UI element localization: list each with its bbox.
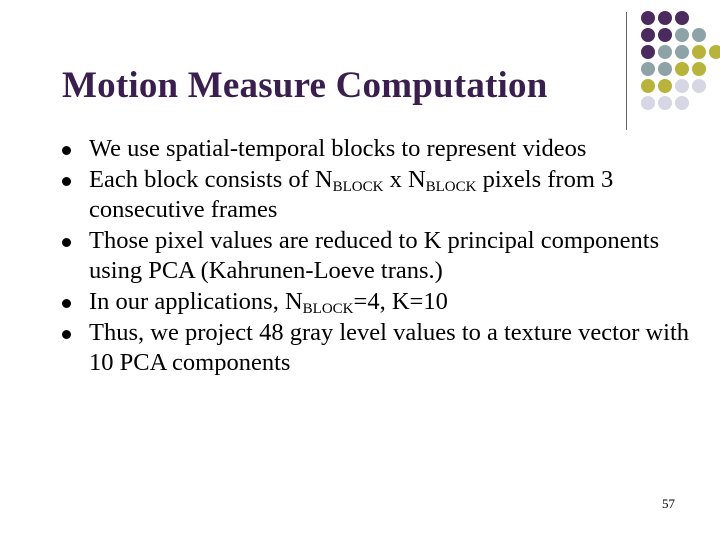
decorative-dot (675, 96, 689, 110)
bullet-dot-icon (62, 238, 71, 247)
list-item: Those pixel values are reduced to K principal components using PCA (Kahrunen-Loeve trans.) (62, 226, 702, 287)
bullet-dot-icon (62, 146, 71, 155)
decorative-dot (641, 45, 655, 59)
decorative-dot (641, 11, 655, 25)
decorative-dot (658, 79, 672, 93)
decorative-dot (658, 11, 672, 25)
decorative-dot (641, 96, 655, 110)
decorative-dot (709, 45, 720, 59)
decorative-dot (692, 79, 706, 93)
decorative-dot (641, 28, 655, 42)
decorative-dot (675, 62, 689, 76)
decorative-dot (675, 79, 689, 93)
decorative-dot (658, 96, 672, 110)
decorative-dot (641, 62, 655, 76)
bullet-dot-icon (62, 330, 71, 339)
list-item: In our applications, $N_{BLOCK}=4$, K=10 (62, 287, 702, 318)
slide-title: Motion Measure Computation (62, 65, 548, 106)
title-divider-line (626, 12, 627, 130)
bullet-dot-icon (62, 299, 71, 308)
list-item: Thus, we project 48 gray level values to a texture vector with 10 PCA components (62, 318, 702, 379)
decorative-dot (658, 45, 672, 59)
decorative-dot (692, 28, 706, 42)
decorative-dot (692, 45, 706, 59)
list-item: Each block consists of $N_{BLOCK}$ x $N_{BLOCK}$ pixels from 3 consecutive frames (62, 165, 702, 226)
list-item: We use spatial-temporal blocks to represent videos (62, 134, 702, 165)
bullet-dot-icon (62, 177, 71, 186)
decorative-dot (675, 11, 689, 25)
decorative-dot (675, 45, 689, 59)
bullet-list (62, 134, 702, 379)
decorative-dot (658, 62, 672, 76)
decorative-dot (675, 28, 689, 42)
page-number: 57 (662, 496, 675, 511)
decorative-dot (658, 28, 672, 42)
decorative-dot (692, 62, 706, 76)
decorative-dot (641, 79, 655, 93)
